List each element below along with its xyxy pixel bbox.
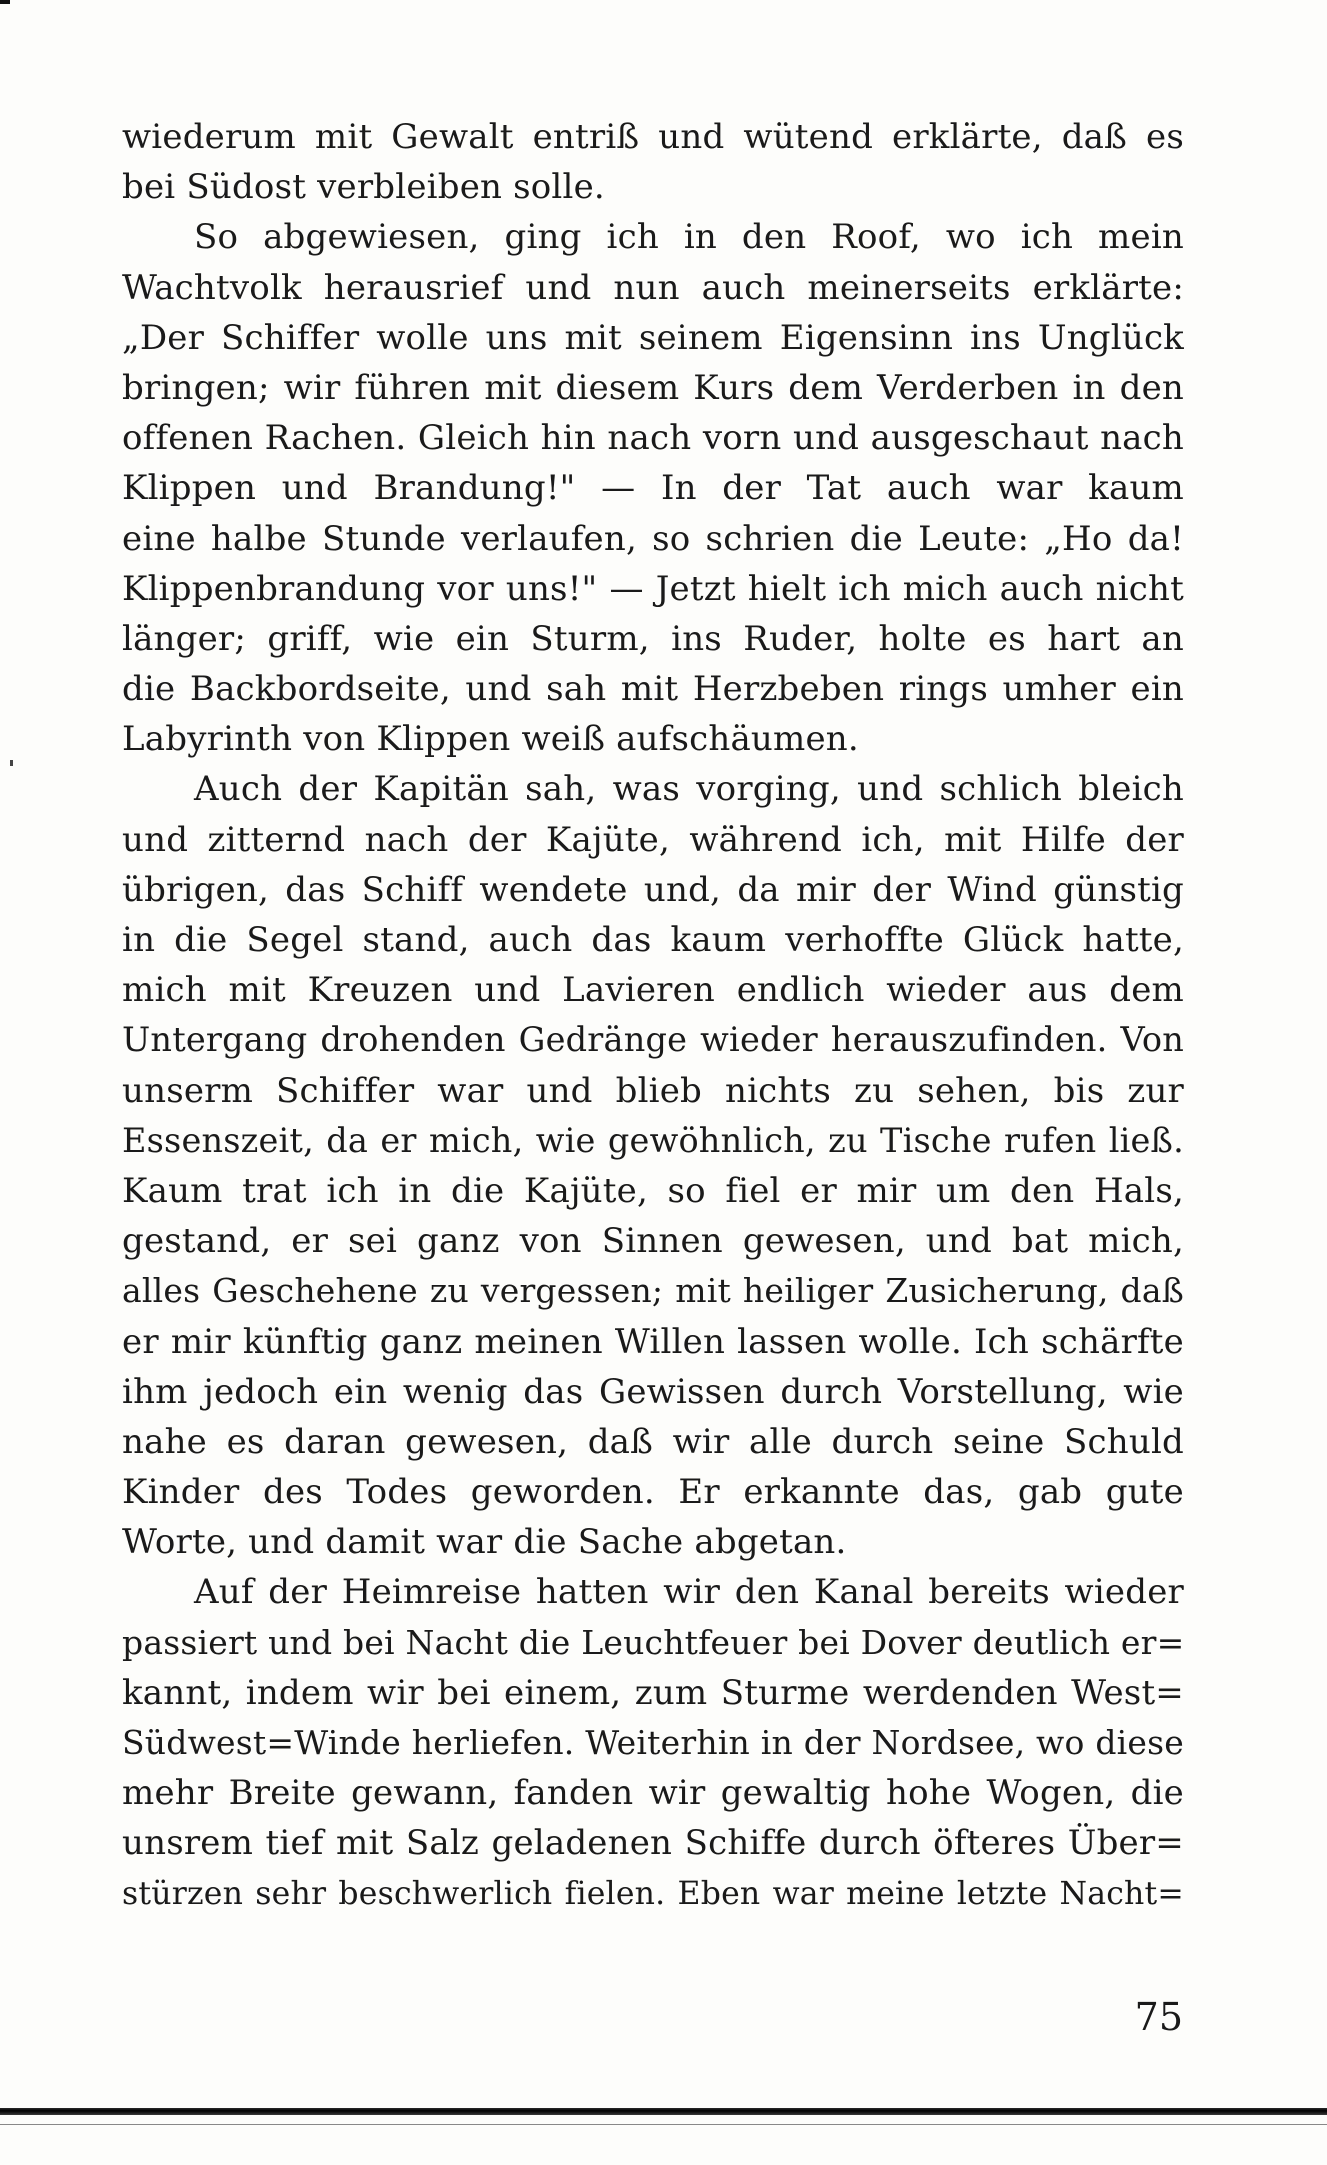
text-line: Kaum trat ich in die Kajüte, so fiel er mir um den Hals, <box>122 1170 1184 1211</box>
text-line: übrigen, das Schiff wendete und, da mir der Wind günstig <box>122 869 1184 910</box>
text-line: mich mit Kreuzen und Lavieren endlich wieder aus dem <box>122 970 1184 1011</box>
text-line: er mir künftig ganz meinen Willen lassen wolle. Ich schärfte <box>122 1321 1184 1362</box>
text-line: Auf der Heimreise hatten wir den Kanal bereits wieder <box>194 1572 1184 1613</box>
text-line: bei Südost verbleiben solle. <box>122 167 605 208</box>
text-line: stürzen sehr beschwerlich fielen. Eben war meine letzte Nacht= <box>122 1875 1184 1912</box>
text-line: die Backbordseite, und sah mit Herzbeben rings umher ein <box>122 669 1184 710</box>
text-line: offenen Rachen. Gleich hin nach vorn und ausgeschaut nach <box>122 418 1184 459</box>
text-line: unserm Schiffer war und blieb nichts zu sehen, bis zur <box>122 1070 1184 1111</box>
text-line: So abgewiesen, ging ich in den Roof, wo ich mein <box>194 217 1184 258</box>
text-line: ihm jedoch ein wenig das Gewissen durch Vorstellung, wie <box>122 1371 1184 1412</box>
text-line: Klippenbrandung vor uns!" — Jetzt hielt ich mich auch nicht <box>122 568 1184 609</box>
scan-bottom-edge <box>0 2108 1327 2115</box>
page-number: 75 <box>1134 1995 1183 2039</box>
text-line: Labyrinth von Klippen weiß aufschäumen. <box>122 719 859 760</box>
text-line: gestand, er sei ganz von Sinnen gewesen, und bat mich, <box>122 1221 1184 1262</box>
text-line: „Der Schiffer wolle uns mit seinem Eigensinn ins Unglück <box>122 317 1184 358</box>
text-line: kannt, indem wir bei einem, zum Sturme werdenden West= <box>122 1672 1184 1713</box>
text-line: Klippen und Brandung!" — In der Tat auch war kaum <box>122 468 1184 509</box>
text-line: und zitternd nach der Kajüte, während ich, mit Hilfe der <box>122 819 1184 860</box>
body-text <box>122 112 1184 1919</box>
text-line: Untergang drohenden Gedränge wieder herauszufinden. Von <box>122 1020 1184 1060</box>
text-line: passiert und bei Nacht die Leuchtfeuer bei Dover deutlich er= <box>122 1622 1184 1662</box>
text-line: alles Geschehene zu vergessen; mit heiliger Zusicherung, daß <box>122 1271 1184 1311</box>
scan-bottom-edge-shadow <box>0 2124 1327 2125</box>
text-line: Kinder des Todes geworden. Er erkannte das, gab gute <box>122 1472 1184 1513</box>
text-line: nahe es daran gewesen, daß wir alle durch seine Schuld <box>122 1421 1184 1462</box>
text-line: bringen; wir führen mit diesem Kurs dem Verderben in den <box>122 367 1184 408</box>
text-line: wiederum mit Gewalt entriß und wütend erklärte, daß es <box>122 117 1184 157</box>
text-line: Wachtvolk herausrief und nun auch meinerseits erklärte: <box>122 267 1184 308</box>
text-line: eine halbe Stunde verlaufen, so schrien die Leute: „Ho da! <box>122 518 1184 559</box>
text-line: mehr Breite gewann, fanden wir gewaltig hohe Wogen, die <box>122 1773 1184 1814</box>
text-line: Südwest=Winde herliefen. Weiterhin in der Nordsee, wo diese <box>122 1723 1184 1762</box>
text-line: in die Segel stand, auch das kaum verhoffte Glück hatte, <box>122 920 1184 960</box>
text-line: Essenszeit, da er mich, wie gewöhnlich, zu Tische rufen ließ. <box>122 1120 1184 1160</box>
text-line: unsrem tief mit Salz geladenen Schiffe durch öfteres Über= <box>122 1823 1184 1864</box>
scan-speck <box>10 760 13 766</box>
text-line: länger; griff, wie ein Sturm, ins Ruder, holte es hart an <box>122 618 1184 659</box>
text-line: Worte, und damit war die Sache abgetan. <box>122 1522 847 1563</box>
text-line: Auch der Kapitän sah, was vorging, und schlich bleich <box>194 769 1184 810</box>
scan-corner-mark <box>0 0 10 4</box>
